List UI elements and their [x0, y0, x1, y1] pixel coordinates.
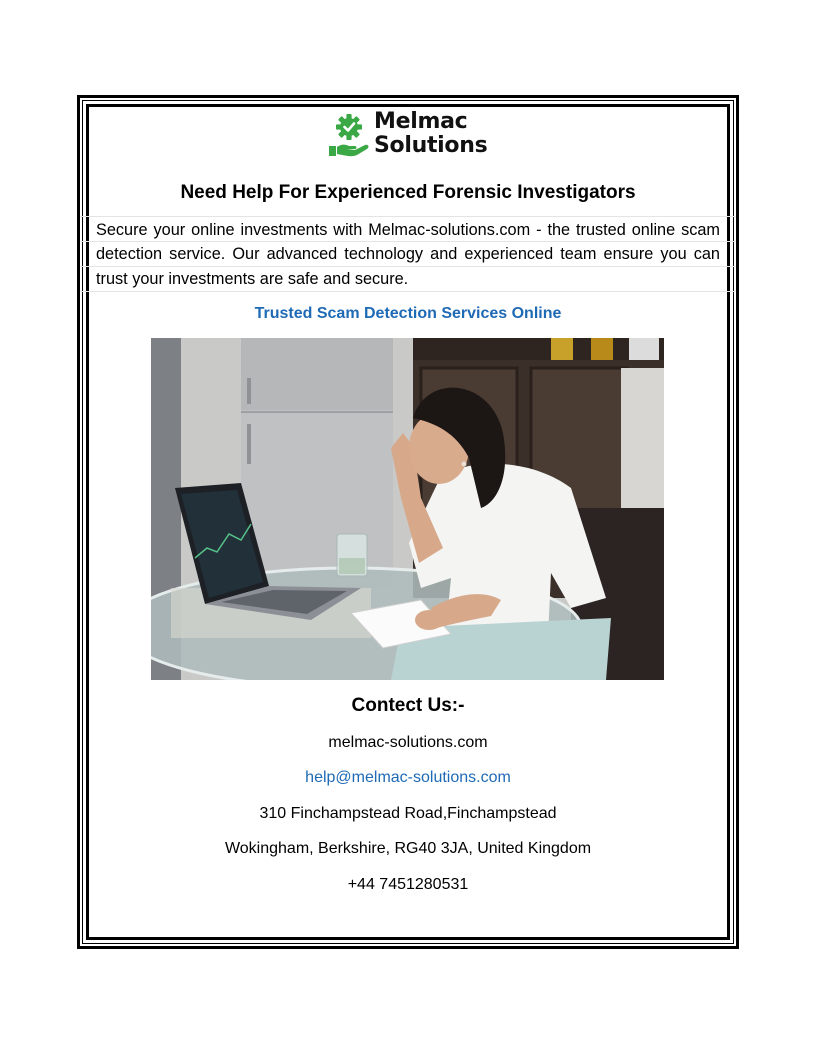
- website-link[interactable]: melmac-solutions.com: [328, 734, 488, 751]
- contact-heading: Contect Us:-: [351, 695, 465, 716]
- gear-hand-icon: [327, 112, 371, 158]
- intro-paragraph: Secure your online investments with Melmac-solutions.com - the trusted online scam detection service. Our advanced technology and experienced team ensure you can trust your investments are safe and secure.: [96, 221, 720, 288]
- rule-line: [80, 216, 736, 217]
- hero-photo: [151, 338, 664, 680]
- email-link[interactable]: help@melmac-solutions.com: [305, 769, 511, 786]
- company-logo: [327, 110, 497, 160]
- phone-number[interactable]: +44 7451280531: [347, 876, 469, 893]
- address-line-1: 310 Finchampstead Road,Finchampstead: [259, 805, 557, 822]
- logo-wordmark: [374, 110, 487, 158]
- logo-line-1: Melmac: [374, 109, 468, 134]
- photo-woman-at-laptop: [151, 338, 664, 680]
- page-heading: Need Help For Experienced Forensic Investigators: [180, 182, 636, 203]
- address-line-2: Wokingham, Berkshire, RG40 3JA, United Kingdom: [224, 840, 592, 857]
- services-link[interactable]: Trusted Scam Detection Services Online: [254, 305, 562, 322]
- logo-line-2: Solutions: [374, 133, 488, 158]
- rule-line: [80, 291, 736, 292]
